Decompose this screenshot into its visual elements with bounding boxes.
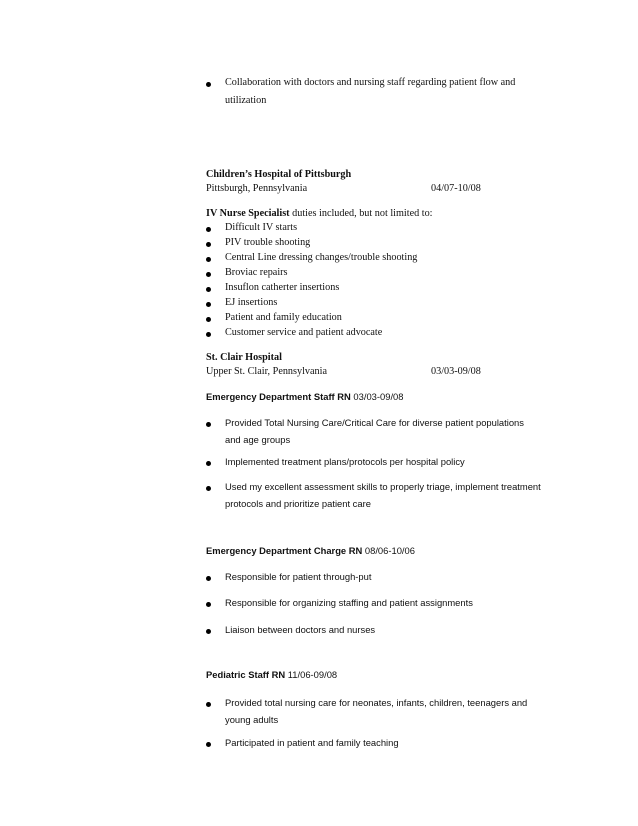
role-title: IV Nurse Specialist: [206, 208, 290, 219]
role-dates: 08/06-10/06: [362, 545, 415, 556]
employment-dates: 03/03-09/08: [431, 366, 481, 377]
list-item: Customer service and patient advocate: [225, 327, 383, 338]
bullet-icon: [206, 629, 211, 634]
list-item: Used my excellent assessment skills to properly triage, implement treatment: [225, 481, 541, 492]
list-item: Patient and family education: [225, 312, 342, 323]
bullet-icon: [206, 702, 211, 707]
list-item-continued: young adults: [225, 714, 279, 725]
list-item: Responsible for patient through-put: [225, 571, 372, 582]
bullet-icon: [206, 602, 211, 607]
bullet-icon: [206, 576, 211, 581]
bullet-icon: [206, 287, 211, 292]
role-dates: 03/03-09/08: [350, 391, 404, 402]
list-item: Difficult IV starts: [225, 222, 298, 233]
role-heading: [206, 669, 337, 680]
bullet-icon: [206, 461, 211, 466]
bullet-icon: [206, 332, 211, 337]
list-item: Participated in patient and family teaching: [225, 737, 399, 748]
employment-dates: 04/07-10/08: [431, 183, 481, 194]
bullet-icon: [206, 422, 211, 427]
list-item: Provided Total Nursing Care/Critical Care for diverse patient populations: [225, 417, 524, 428]
role-title: Pediatric Staff RN: [206, 669, 286, 680]
list-item-continued: and age groups: [225, 434, 291, 445]
bullet-icon: [206, 257, 211, 262]
employer-name: Children’s Hospital of Pittsburgh: [206, 169, 352, 180]
role-title: Emergency Department Charge RN: [206, 545, 363, 556]
bullet-icon: [206, 272, 211, 277]
bullet-icon: [206, 317, 211, 322]
role-description: duties included, but not limited to:: [289, 208, 433, 219]
role-dates: 11/06-09/08: [285, 669, 338, 680]
bullet-icon: [206, 227, 211, 232]
list-item: Responsible for organizing staffing and patient assignments: [225, 597, 473, 608]
bullet-text: Collaboration with doctors and nursing staff regarding patient flow and: [225, 77, 516, 88]
list-item: Liaison between doctors and nurses: [225, 624, 376, 635]
bullet-icon: [206, 742, 211, 747]
list-item: EJ insertions: [225, 297, 278, 308]
employer-name: St. Clair Hospital: [206, 352, 282, 363]
list-item: Central Line dressing changes/trouble shooting: [225, 252, 418, 263]
list-item: PIV trouble shooting: [225, 237, 311, 248]
bullet-text-continued: utilization: [225, 95, 267, 106]
role-heading: [206, 208, 433, 219]
role-heading: [206, 545, 415, 556]
role-title: Emergency Department Staff RN: [206, 391, 351, 402]
list-item: Implemented treatment plans/protocols per hospital policy: [225, 456, 465, 467]
bullet-icon: [206, 302, 211, 307]
employer-location: Pittsburgh, Pennsylvania: [206, 183, 308, 194]
role-heading: [206, 391, 403, 402]
list-item-continued: protocols and prioritize patient care: [225, 498, 371, 509]
employer-location: Upper St. Clair, Pennsylvania: [206, 366, 327, 377]
list-item: Provided total nursing care for neonates, infants, children, teenagers and: [225, 697, 528, 708]
bullet-icon: [206, 82, 211, 87]
bullet-icon: [206, 242, 211, 247]
list-item: Broviac repairs: [225, 267, 288, 278]
list-item: Insuflon catherter insertions: [225, 282, 340, 293]
bullet-icon: [206, 486, 211, 491]
